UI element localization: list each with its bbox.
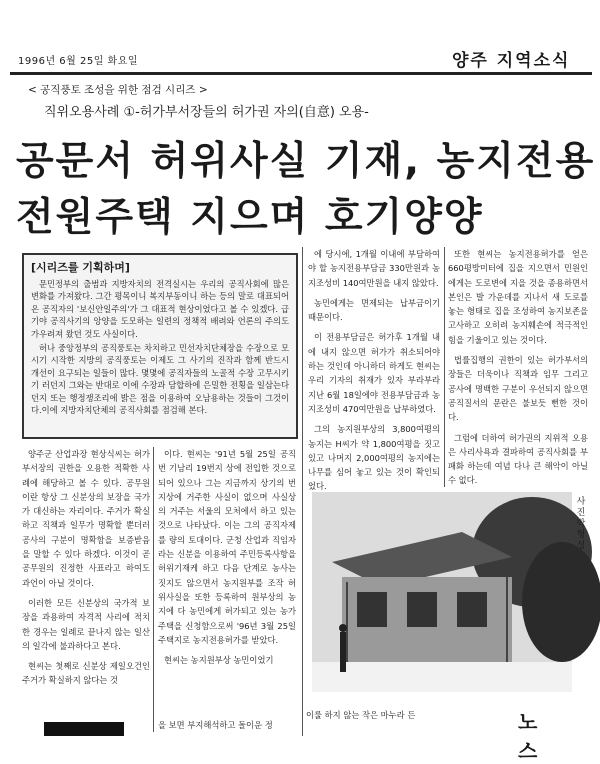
column-divider	[302, 247, 303, 736]
headline-line-1: 공문서 허위사실 기재, 농지전용	[16, 139, 596, 184]
next-article-heading: 노 스	[518, 710, 556, 763]
article-subtitle: 직위오용사례 ①-허가부서장들의 허가권 자의(自意) 오용-	[44, 105, 369, 120]
series-tag: < 공직풍토 조성을 위한 점검 시리즈 >	[28, 84, 208, 96]
article-column-3-tail: 이룰 하지 않는 작은 마누라 든	[306, 710, 416, 720]
body-paragraph: 이 전용부담금은 허가후 1개월 내에 내지 않으면 허가가 취소되어야 하는 것인데 아니하더 하게도 현씨는 우리 기자의 취재가 있자 부라부라 지난 6월 18일에야 전용부담금과 농지조성비 470여만원을 납부하였다.	[308, 332, 440, 414]
section-title: 양주 지역소식	[452, 51, 571, 71]
body-paragraph: 또한 현씨는 농지전용허가를 얻은 660평방미터에 집을 지으면서 민원인에게는 도로변에 지을 것을 종용하면서 본인은 발 가운데를 지나서 새 도로를 놓는 형태로 집을 조성하여 농지보존을 고사하고 오히려 농지훼손에 적극적인 힘을 기울이고 있는 것이다.	[448, 249, 588, 345]
body-paragraph: 양주군 산업과장 현상식씨는 허가부서장의 권한을 오용한 적확한 사례에 해당하고 볼 수 있다. 공무원이란 항상 그 신분상의 보장을 국가가 대신하는 자리이다. 주거가 확실하고 직책과 일무가 명확할 뿐더러 공사의 구분이 명확함을 보증받음을 말할 수 있다 하겠다. 이것이 곧 공무원의 진정한 사표라고 하여도 과언이 아닐 것이다.	[22, 449, 150, 588]
article-column-2-tail: 을 보면 부지해석하고 돌이운 정	[158, 720, 273, 730]
body-paragraph: 현씨는 첫째로 신분상 제일오건인 주거가 확실하지 않다는 것	[22, 661, 150, 686]
header-rule	[10, 72, 592, 75]
headline-line-2: 전원주택 지으며 호기양양	[16, 195, 484, 240]
next-article-heading-fragment	[44, 722, 124, 736]
body-paragraph: 농민에게는 면제되는 납부금이기 때문이다.	[308, 297, 440, 323]
body-paragraph: 현씨는 농지원부상 농민이었기	[164, 655, 274, 666]
issue-date: 1996년 6월 25일 화요일	[18, 56, 139, 67]
house-photo-illustration	[312, 492, 572, 692]
body-paragraph: 그럼에 더하여 허가권의 지위적 오용은 사리사욕과 결파하여 공직사회를 부패화 하는데 여념 다나 큰 해악이 아닐 수 없다.	[448, 432, 588, 486]
body-paragraph: 이러한 모든 신분상의 국가적 보장을 과용하여 자격적 사리에 적치한 경우는 일례로 끝나지 않는 일산의 일각에 불과하다고 본다.	[22, 597, 150, 651]
series-intro-paragraph: 허나 중앙정부의 공직풍토는 차치하고 민선자치단체장을 수장으로 모시기 시작한 지방의 공직풍토는 이제도 그 사기의 진작과 함께 반드시 개선이 요구되는 일들이 많다. 몇몇에 공직자들의 노골적 수장 고무시키기 러던지 그와는 반대로 이에 수장과 담합하에 은밀한 전횡을 일삼는다던지 또는 행정쟁조리에 밝은 점을 이용하여 오남용하는 것들이 그것이다.이에 지방자치단체의 공직사회를 점검해 본다.	[31, 343, 289, 416]
article-column-1	[22, 447, 150, 730]
photo-caption: 사진 박형성	[576, 497, 586, 551]
column-divider	[153, 447, 154, 732]
series-intro-box	[22, 253, 298, 439]
house-construction-photo	[312, 492, 572, 692]
series-intro-heading: [시리즈를 기획하며]	[31, 261, 130, 274]
article-column-4	[448, 247, 588, 487]
body-paragraph: 그의 농지원부상의 3,800여평의 농지는 H씨가 약 1,800여평을 짓고 있고 나머지 2,000여평의 농지에는 나무를 심어 놓고 있는 것이 확인되었다.	[308, 424, 440, 492]
column-divider	[444, 247, 445, 487]
article-column-2	[158, 447, 296, 712]
body-paragraph: 이다. 현씨는 '91년 5월 25일 공직번 기남리 19번지 상에 전입한 것으로 되어 있으나 그는 지금까지 상기의 번지상에 거주한 사실이 없으며 사실상의 거주는 서울의 모처에서 하고 있는 것으로 나타났다. 이는 그의 공직자제를 량의 토대이다. 군청 산업과 직임자라는 신분을 이용하여 주민등록사항을 허위기재케 하고 다음 단계로 농사는 짓지도 않으면서 농지원부를 조작 허위사실을 또한 등록하여 원부상의 농지에 다 농민에게 허가되고 있는 농가주택을 신청함으로써 '96년 3월 25일 주택지로 농지전용허가를 받았다.	[158, 449, 296, 645]
body-paragraph: 법률집행의 권한이 있는 허가부서의 장들은 더욱이나 직책과 임무 그리고 공사에 명백한 구분이 우선되지 않으면 공직질서의 문란은 불보듯 뻔한 것이다.	[448, 355, 588, 423]
article-column-3	[308, 247, 440, 492]
series-intro-paragraph: 문민정부의 출범과 지방자치의 전격실시는 우리의 공직사회에 많은 변화를 가져왔다. 그간 평목이니 복지부동이니 하는 등의 말로 대표되어 온 공직자의 '보신안일주의'가 그 대표적 현상이었다고 볼 수 있겠다. 급기야 공직사기의 앙양을 도모하는 일련의 정책적 배려와 언론의 주의도 가우려져 왔던 것도 사실이다.	[31, 279, 289, 339]
body-paragraph: 에 당시에, 1개월 이내에 부담하여야 할 농지전용부담금 330만원과 농지조성비 140여만원을 내지 않았다.	[308, 249, 440, 288]
